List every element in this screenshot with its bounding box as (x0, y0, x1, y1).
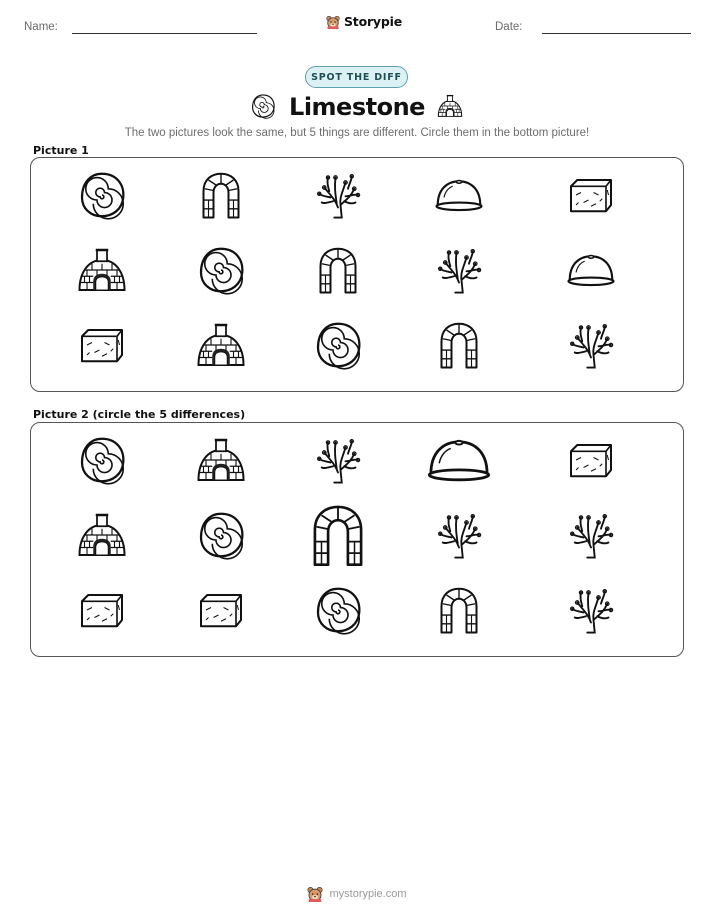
stone-arch-icon (196, 170, 246, 220)
stone-arch-icon[interactable] (434, 585, 484, 635)
stone-dome-icon-svg (426, 427, 492, 493)
picture1-label: Picture 1 (33, 144, 89, 157)
stone-igloo-icon (437, 93, 463, 119)
stone-dome-icon (434, 170, 484, 220)
shell-fossil-icon (77, 170, 127, 220)
stone-arch-icon-svg (196, 170, 246, 220)
coral-icon[interactable] (434, 510, 484, 560)
limestone-block-icon[interactable] (196, 585, 246, 635)
limestone-block-icon[interactable] (77, 585, 127, 635)
coral-icon-svg (566, 320, 616, 370)
shell-fossil-icon-svg (77, 170, 127, 220)
shell-fossil-icon-svg (196, 510, 246, 560)
coral-icon-svg (434, 245, 484, 295)
coral-icon[interactable] (566, 510, 616, 560)
coral-icon-svg (313, 170, 363, 220)
coral-icon-svg (434, 510, 484, 560)
stone-arch-icon-svg (313, 245, 363, 295)
bear-face-icon (307, 886, 323, 902)
picture1-panel (30, 157, 684, 392)
limestone-block-icon (566, 170, 616, 220)
stone-igloo-icon-svg (77, 510, 127, 560)
coral-icon-svg (313, 435, 363, 485)
stone-arch-icon (313, 245, 363, 295)
stone-dome-icon (566, 245, 616, 295)
picture2-label: Picture 2 (circle the 5 differences) (33, 408, 246, 421)
limestone-block-icon (77, 320, 127, 370)
date-label: Date: (495, 21, 523, 33)
instructions: The two pictures look the same, but 5 things are different. Circle them in the bottom picture! (124, 127, 590, 139)
coral-icon-svg (566, 510, 616, 560)
limestone-block-icon-svg (77, 320, 127, 370)
stone-arch-icon-svg (305, 502, 371, 568)
picture2-panel[interactable] (30, 422, 684, 657)
shell-fossil-icon (196, 245, 246, 295)
stone-igloo-icon-svg (77, 245, 127, 295)
brand-name: Storypie (344, 14, 402, 29)
activity-badge: SPOT THE DIFF (305, 66, 408, 88)
stone-igloo-icon (196, 320, 246, 370)
coral-icon[interactable] (566, 585, 616, 635)
shell-fossil-icon-svg (196, 245, 246, 295)
stone-arch-icon (434, 320, 484, 370)
stone-arch-icon-svg (434, 320, 484, 370)
shell-fossil-icon-svg (77, 435, 127, 485)
shell-fossil-icon[interactable] (313, 585, 363, 635)
shell-fossil-icon[interactable] (196, 510, 246, 560)
limestone-block-icon[interactable] (566, 435, 616, 485)
stone-igloo-icon-svg (437, 93, 463, 119)
coral-icon (313, 170, 363, 220)
stone-dome-icon-svg (566, 245, 616, 295)
shell-fossil-icon-svg (313, 585, 363, 635)
limestone-block-icon-svg (566, 435, 616, 485)
coral-icon (434, 245, 484, 295)
limestone-block-icon-svg (566, 170, 616, 220)
coral-icon[interactable] (313, 435, 363, 485)
footer-url[interactable]: mystorypie.com (329, 888, 407, 900)
stone-igloo-icon-svg (196, 435, 246, 485)
footer (0, 886, 714, 902)
date-line[interactable] (542, 33, 691, 34)
bear-face-icon (326, 15, 340, 29)
limestone-block-icon-svg (77, 585, 127, 635)
coral-icon-svg (566, 585, 616, 635)
page-title: Limestone (289, 93, 425, 121)
name-line[interactable] (72, 33, 257, 34)
stone-arch-icon-svg (434, 585, 484, 635)
stone-arch-icon[interactable] (305, 502, 371, 568)
stone-dome-icon[interactable] (426, 427, 492, 493)
coral-icon (566, 320, 616, 370)
shell-fossil-icon-svg (313, 320, 363, 370)
stone-igloo-icon-svg (196, 320, 246, 370)
stone-igloo-icon[interactable] (77, 510, 127, 560)
name-label: Name: (24, 21, 58, 33)
brand-logo (326, 14, 402, 29)
shell-fossil-icon (313, 320, 363, 370)
shell-fossil-icon[interactable] (77, 435, 127, 485)
stone-dome-icon-svg (434, 170, 484, 220)
stone-igloo-icon[interactable] (196, 435, 246, 485)
limestone-block-icon-svg (196, 585, 246, 635)
stone-igloo-icon (77, 245, 127, 295)
